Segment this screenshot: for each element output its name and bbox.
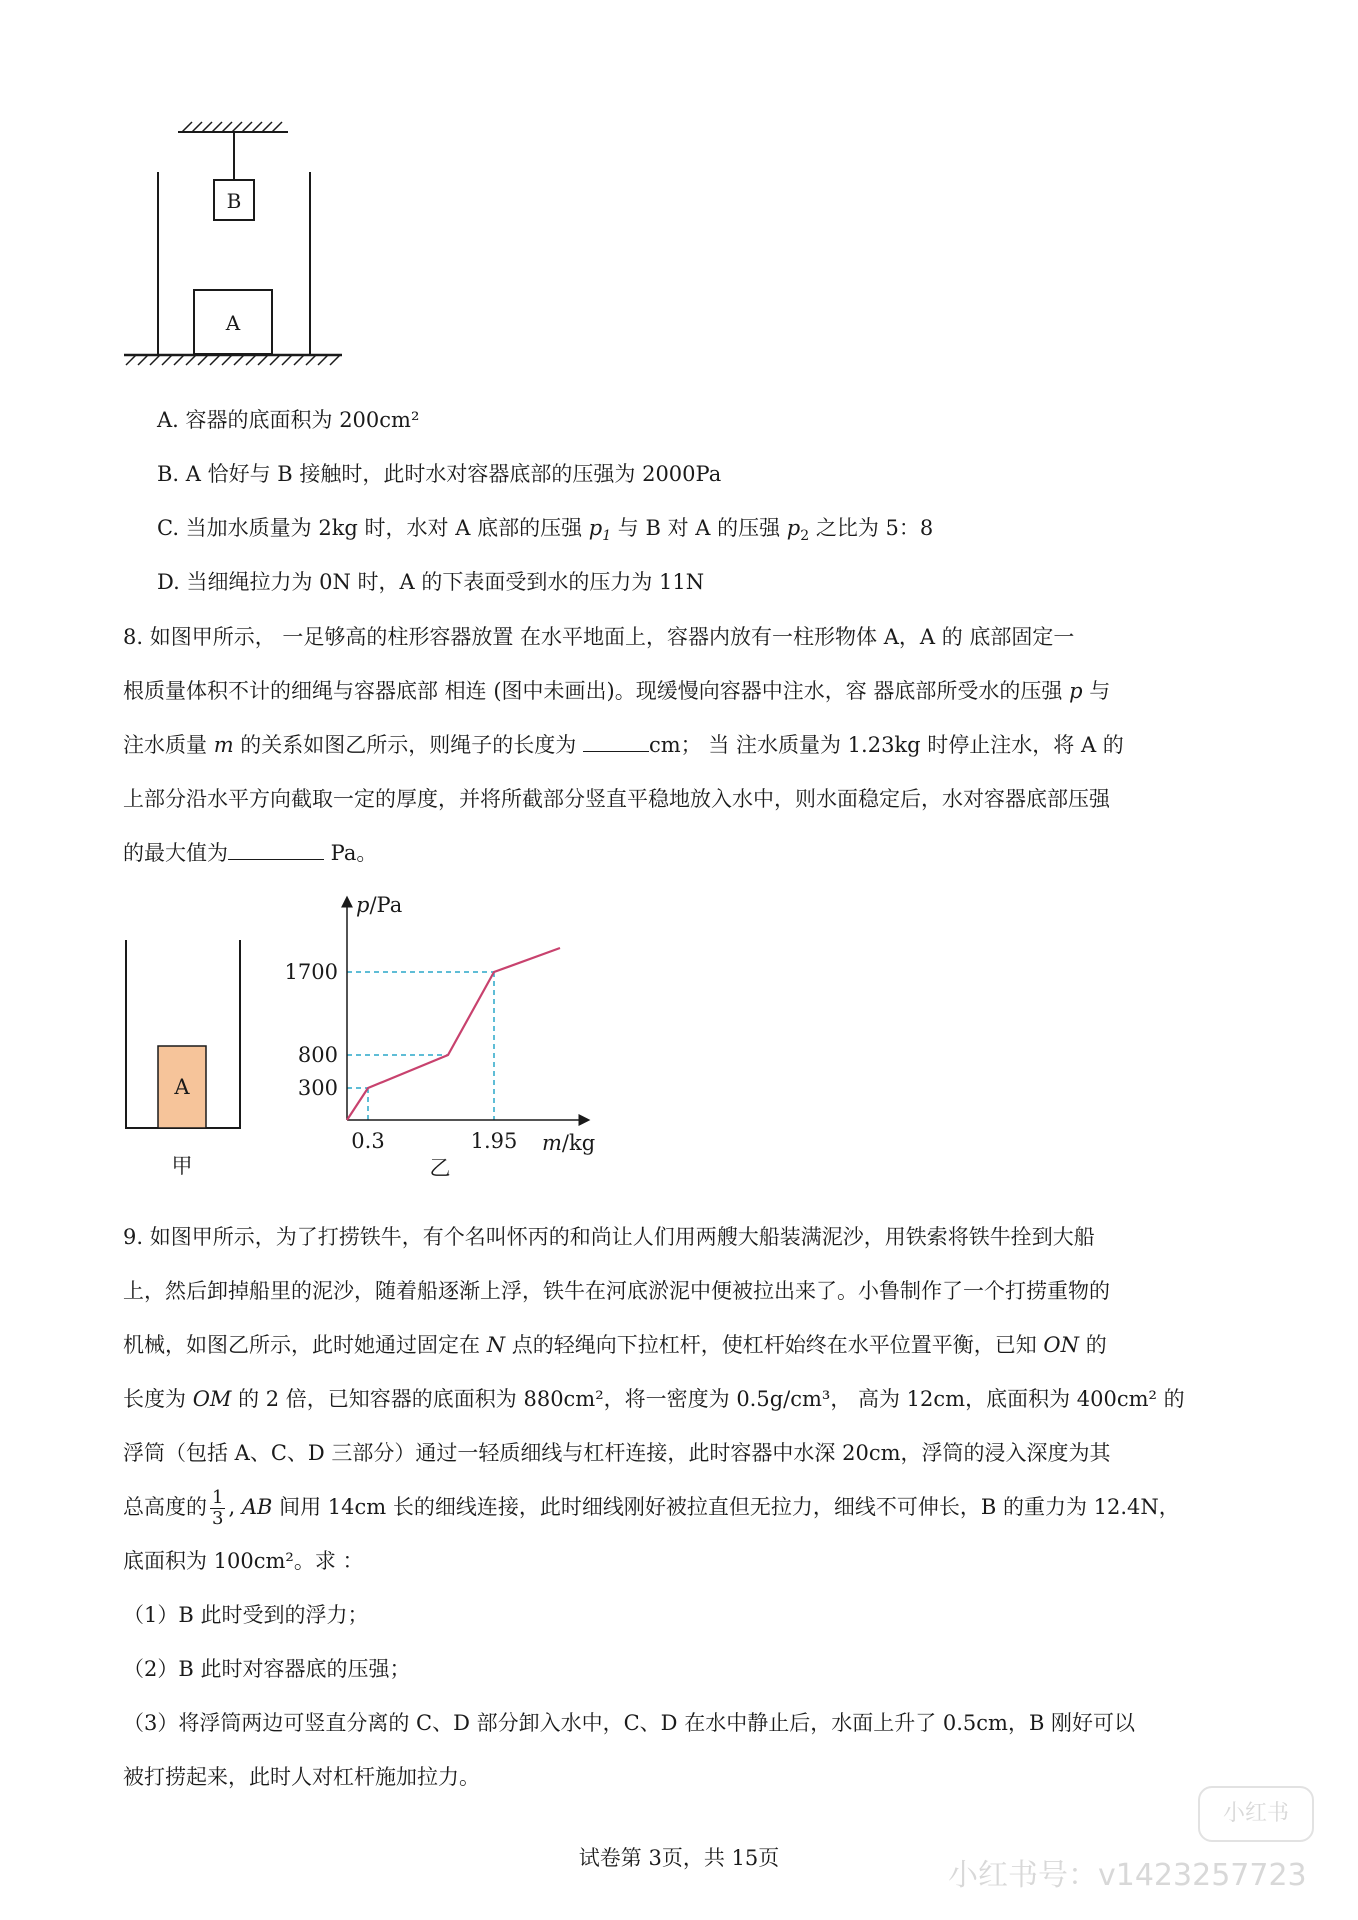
q8-line5-a: 的最大值为 [123,841,228,865]
block-a-label: A [174,1075,190,1099]
page-footer: 试卷第 3页，共 15页 [578,1846,780,1870]
option-c-mid: 与 B 对 A 的压强 [611,516,787,540]
q9-line6-a: 总高度的 [123,1495,207,1519]
symbol-p2-sub: 2 [800,528,810,545]
q9-line4 [123,1372,1243,1426]
caption-jia: 甲 [171,1154,193,1178]
q8-line3-c: cm； 当 注水质量为 1.23kg 时停止注水，将 A 的 [648,733,1124,757]
figure-container-ab [120,118,350,378]
question-9 [123,1210,1243,1804]
fraction-denominator: 3 [212,1508,224,1529]
option-c-pre: C. 当加水质量为 2kg 时，水对 A 底部的压强 [157,516,589,540]
watermark-id: 小红书号：v1423257723 [948,1858,1307,1893]
q9-sub3-cont: 被打捞起来，此时人对杠杆施加拉力。 [123,1765,480,1789]
fraction-one-third [210,1488,225,1529]
series-line [347,948,560,1120]
q8-line4: 上部分沿水平方向截取一定的厚度，并将所截部分竖直平稳地放入水中，则水面稳定后，水对容器底部压强 [123,787,1110,811]
symbol-ab: AB [241,1495,273,1519]
q9-sub3: （3）将浮筒两边可竖直分离的 C、D 部分卸入水中，C、D 在水中静止后，水面上升了 0.5cm，B 刚好可以 [123,1711,1136,1735]
q8-line1: 8. 如图甲所示， 一足够高的柱形容器放置 在水平地面上，容器内放有一柱形物体 A，A 的 底部固定一 [123,625,1075,649]
q9-line6: 总高度的 $\frac{1}{3}$ , AB 间用 14cm 长的细线连接，此时细线刚好被拉直但无拉力，细线不可伸长，B 的重力为 12.4N， [123,1487,1180,1529]
q9-line5: 浮筒（包括 A、C、D 三部分）通过一轻质细线与杠杆连接，此时容器中水深 20cm，浮筒的浸入深度为其 [123,1441,1111,1465]
y-axis-var: p [356,893,370,917]
q8-line5-b: Pa。 [324,841,378,865]
symbol-p: p [1069,679,1083,703]
q9-sub1: （1）B 此时受到的浮力； [123,1603,369,1627]
symbol-m: m [213,733,234,757]
y-tick-1700: 1700 [284,960,338,984]
x-axis-unit: /kg [561,1131,596,1155]
q8-line3-a: 注水质量 [123,733,214,757]
chart-pressure-vs-mass [270,890,610,1190]
q8-line5 [123,826,1243,880]
symbol-n: N [486,1333,506,1357]
y-tick-800: 800 [297,1043,338,1067]
q8-line2-b: 与 [1082,679,1111,703]
answer-blank-max-pressure[interactable] [228,837,324,860]
q9-sub2: （2）B 此时对容器底的压强； [123,1657,411,1681]
q8-line2 [123,664,1243,718]
q8-line3 [123,718,1243,772]
q9-line2: 上，然后卸掉船里的泥沙，随着船逐渐上浮，铁牛在河底淤泥中便被拉出来了。小鲁制作了一个打捞重物的 [123,1279,1110,1303]
block-b-label: B [226,189,242,213]
q9-line7: 底面积为 100cm²。求 ： [123,1549,364,1573]
x-tick-0.3: 0.3 [351,1129,385,1153]
answer-blank-rope-length[interactable] [583,729,649,752]
q8-line3-b: 的关系如图乙所示，则绳子的长度为 [233,733,583,757]
q9-line6-b: 间用 14cm 长的细线连接，此时细线刚好被拉直但无拉力，细线不可伸长，B 的重力为 12.4N， [272,1495,1180,1519]
y-axis-label [356,893,402,917]
option-d: D. 当细绳拉力为 0N 时，A 的下表面受到水的压力为 11N [157,570,705,594]
y-axis-unit: /Pa [369,893,403,917]
q9-line3-b: 点的轻绳向下拉杠杆，使杠杆始终在水平位置平衡，已知 [505,1333,1044,1357]
y-tick-300: 300 [297,1076,338,1100]
figure-jia [118,930,248,1190]
symbol-p2: p [786,516,801,540]
option-c [157,513,933,551]
q9-line1: 9. 如图甲所示，为了打捞铁牛，有个名叫怀丙的和尚让人们用两艘大船装满泥沙，用铁索将铁牛拴到大船 [123,1225,1095,1249]
symbol-om: OM [192,1387,232,1411]
x-tick-1.95: 1.95 [470,1129,518,1153]
block-a-label: A [225,311,241,335]
q9-line4-b: 的 2 倍，已知容器的底面积为 880cm²，将一密度为 0.5g/cm³， 高为 12cm，底面积为 400cm² 的 [231,1387,1185,1411]
symbol-on: ON [1043,1333,1080,1357]
caption-yi: 乙 [429,1156,451,1180]
q9-line3-c: 的 [1079,1333,1107,1357]
x-axis-var: m [542,1131,562,1155]
fraction-numerator: 1 [212,1487,224,1508]
watermark-logo: 小红书 [1198,1786,1314,1842]
symbol-p1-sub: 1 [602,528,612,545]
option-b: B. A 恰好与 B 接触时，此时水对容器底部的压强为 2000Pa [157,462,722,486]
x-axis-label [542,1131,595,1155]
q9-line3 [123,1318,1243,1372]
option-a: A. 容器的底面积为 200cm² [157,408,420,432]
q8-line2-a: 根质量体积不计的细绳与容器底部 相连 (图中未画出)。现缓慢向容器中注水，容 器底部所受水的压强 [123,679,1070,703]
question-8 [123,610,1243,880]
symbol-p1: p [588,516,603,540]
q9-line4-a: 长度为 [123,1387,193,1411]
option-c-post: 之比为 5：8 [809,516,934,540]
q9-line3-a: 机械，如图乙所示，此时她通过固定在 [123,1333,487,1357]
